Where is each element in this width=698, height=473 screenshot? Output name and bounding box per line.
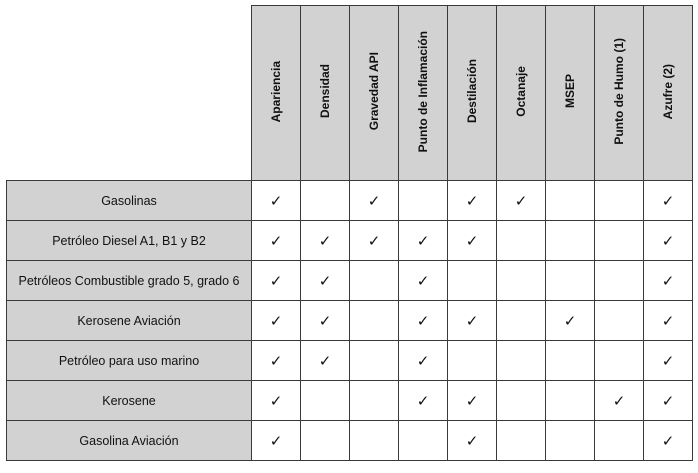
check-icon: ✓: [399, 261, 448, 301]
requirements-table: [6, 5, 693, 461]
empty-cell: [399, 421, 448, 461]
column-header-punto-inflamacion: Punto de Inflamación: [399, 6, 448, 181]
check-icon: ✓: [252, 221, 301, 261]
empty-cell: [546, 421, 595, 461]
empty-cell: [350, 261, 399, 301]
check-icon: ✓: [448, 181, 497, 221]
column-header-destilacion: Destilación: [448, 6, 497, 181]
column-header-gravedad-api: Gravedad API: [350, 6, 399, 181]
empty-cell: [595, 261, 644, 301]
check-icon: ✓: [644, 341, 693, 381]
check-icon: ✓: [252, 261, 301, 301]
empty-cell: [350, 341, 399, 381]
empty-cell: [546, 181, 595, 221]
empty-cell: [595, 221, 644, 261]
row-label: Petróleos Combustible grado 5, grado 6: [7, 261, 252, 301]
empty-cell: [497, 341, 546, 381]
row-label: Kerosene: [7, 381, 252, 421]
empty-cell: [497, 381, 546, 421]
column-header-octanaje: Octanaje: [497, 6, 546, 181]
check-icon: ✓: [399, 381, 448, 421]
empty-cell: [350, 301, 399, 341]
column-header-densidad: Densidad: [301, 6, 350, 181]
empty-cell: [448, 261, 497, 301]
empty-cell: [595, 301, 644, 341]
empty-cell: [546, 261, 595, 301]
check-icon: ✓: [301, 301, 350, 341]
header-row: [7, 6, 693, 181]
row-label: Kerosene Aviación: [7, 301, 252, 341]
table-row: [7, 181, 693, 221]
check-icon: ✓: [350, 221, 399, 261]
column-header-msep: MSEP: [546, 6, 595, 181]
check-icon: ✓: [252, 421, 301, 461]
column-header-apariencia: Apariencia: [252, 6, 301, 181]
empty-cell: [497, 421, 546, 461]
table-row: [7, 221, 693, 261]
empty-cell: [497, 261, 546, 301]
empty-cell: [595, 341, 644, 381]
check-icon: ✓: [301, 221, 350, 261]
table-row: [7, 381, 693, 421]
check-icon: ✓: [497, 181, 546, 221]
check-icon: ✓: [252, 381, 301, 421]
check-icon: ✓: [448, 301, 497, 341]
empty-cell: [448, 341, 497, 381]
check-icon: ✓: [399, 341, 448, 381]
table-row: [7, 341, 693, 381]
empty-cell: [350, 381, 399, 421]
row-label: Petróleo Diesel A1, B1 y B2: [7, 221, 252, 261]
check-icon: ✓: [644, 181, 693, 221]
empty-cell: [595, 421, 644, 461]
table-body: [7, 181, 693, 461]
table-row: [7, 301, 693, 341]
check-icon: ✓: [644, 221, 693, 261]
check-icon: ✓: [448, 381, 497, 421]
empty-cell: [546, 341, 595, 381]
empty-cell: [301, 181, 350, 221]
empty-cell: [301, 381, 350, 421]
table-row: [7, 421, 693, 461]
check-icon: ✓: [252, 301, 301, 341]
check-icon: ✓: [350, 181, 399, 221]
row-label: Petróleo para uso marino: [7, 341, 252, 381]
empty-cell: [546, 221, 595, 261]
check-icon: ✓: [252, 181, 301, 221]
empty-cell: [301, 421, 350, 461]
empty-cell: [350, 421, 399, 461]
column-header-punto-humo: Punto de Humo (1): [595, 6, 644, 181]
check-icon: ✓: [644, 261, 693, 301]
table-row: [7, 261, 693, 301]
empty-cell: [497, 301, 546, 341]
check-icon: ✓: [252, 341, 301, 381]
row-label: Gasolina Aviación: [7, 421, 252, 461]
empty-cell: [497, 221, 546, 261]
empty-cell: [546, 381, 595, 421]
empty-cell: [399, 181, 448, 221]
column-header-azufre: Azufre (2): [644, 6, 693, 181]
row-label: Gasolinas: [7, 181, 252, 221]
empty-cell: [595, 181, 644, 221]
check-icon: ✓: [448, 421, 497, 461]
corner-blank: [7, 6, 252, 181]
check-icon: ✓: [644, 421, 693, 461]
check-icon: ✓: [399, 301, 448, 341]
check-icon: ✓: [301, 341, 350, 381]
check-icon: ✓: [644, 301, 693, 341]
check-icon: ✓: [644, 381, 693, 421]
check-icon: ✓: [546, 301, 595, 341]
check-icon: ✓: [399, 221, 448, 261]
check-icon: ✓: [448, 221, 497, 261]
check-icon: ✓: [301, 261, 350, 301]
check-icon: ✓: [595, 381, 644, 421]
